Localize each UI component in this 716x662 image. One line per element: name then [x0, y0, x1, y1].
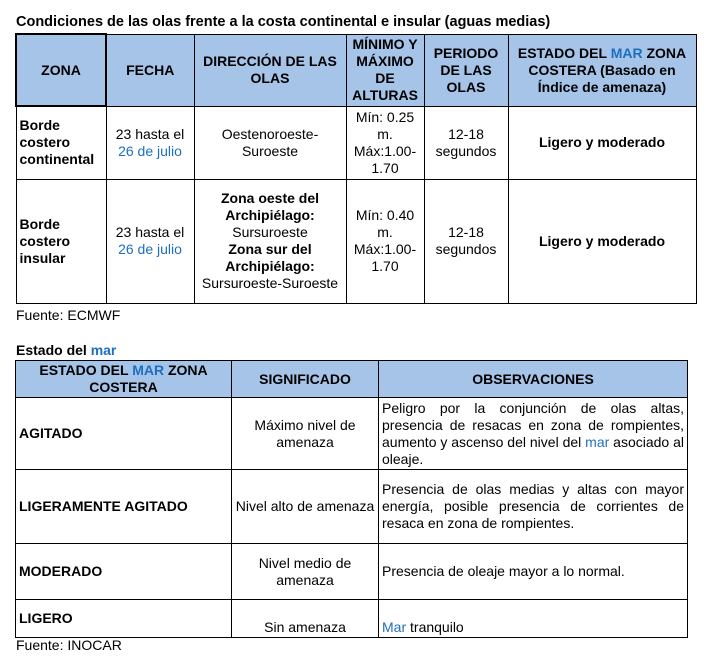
periodo-cell: 12-18 segundos [424, 179, 508, 303]
fecha-cell: 23 hasta el 26 de julio [106, 106, 194, 179]
observaciones-cell: Presencia de olas medias y altas con mayor energía, posible presencia de corrientes de resaca en zona de rompientes. [379, 470, 688, 544]
table2-header-row [16, 361, 688, 398]
significado-cell: Máximo nivel de amenaza [232, 398, 379, 470]
significado-cell: Sin amenaza [232, 600, 379, 638]
header-zona: ZONA [16, 34, 106, 106]
header-direccion: DIRECCIÓN DE LAS OLAS [194, 34, 346, 106]
direccion-cell: Oestenoroeste- Suroeste [194, 106, 346, 179]
significado-cell: Nivel medio de amenaza [232, 544, 379, 600]
table-row [16, 179, 696, 303]
observaciones-cell: Peligro por la conjunción de olas altas, presencia de resacas en zona de rompientes, aumento y ascenso del nivel del mar asociado al oleaje. [379, 398, 688, 470]
minmax-cell: Mín: 0.25 m. Máx:1.00- 1.70 [346, 106, 424, 179]
minmax-cell: Mín: 0.40 m. Máx:1.00- 1.70 [346, 179, 424, 303]
header-observaciones: OBSERVACIONES [379, 361, 688, 398]
table-row [16, 470, 688, 544]
estado-cell: AGITADO [16, 398, 232, 470]
estado-cell: LIGERO [16, 600, 232, 638]
periodo-cell: 12-18 segundos [424, 106, 508, 179]
fecha-cell: 23 hasta el 26 de julio [106, 179, 194, 303]
estado-cell: Ligero y moderado [508, 106, 696, 179]
table2-title: Estado del mar [16, 342, 117, 358]
date-link[interactable]: 26 de julio [118, 241, 182, 257]
header-minmax: MÍNIMO Y MÁXIMO DE ALTURAS [346, 34, 424, 106]
zona-cell: Borde costero insular [16, 179, 106, 303]
direccion-cell: Zona oeste del Archipiélago: Sursuroeste Zona sur del Archipiélago: Sursuroeste-Suroeste [194, 179, 346, 303]
estado-cell: LIGERAMENTE AGITADO [16, 470, 232, 544]
significado-cell: Nivel alto de amenaza [232, 470, 379, 544]
table1-title: Condiciones de las olas frente a la costa continental e insular (aguas medias) [16, 14, 551, 30]
observaciones-cell: Presencia de oleaje mayor a lo normal. [379, 544, 688, 600]
observaciones-cell: Mar tranquilo [379, 600, 688, 638]
table2-source: Fuente: INOCAR [16, 637, 122, 653]
table-row [16, 106, 696, 179]
table1-header-row [16, 34, 696, 106]
table-row [16, 544, 688, 600]
zona-cell: Borde costero continental [16, 106, 106, 179]
header-significado: SIGNIFICADO [232, 361, 379, 398]
sea-state-table [15, 360, 688, 638]
header-periodo: PERIODO DE LAS OLAS [424, 34, 508, 106]
header-fecha: FECHA [106, 34, 194, 106]
table-row [16, 398, 688, 470]
estado-cell: Ligero y moderado [508, 179, 696, 303]
wave-conditions-table [15, 33, 697, 304]
table-row [16, 600, 688, 638]
date-link[interactable]: 26 de julio [118, 142, 182, 159]
estado-cell: MODERADO [16, 544, 232, 600]
header-estado: ESTADO DEL MAR ZONA COSTERA (Basado en Índice de amenaza) [508, 34, 696, 106]
table1-source: Fuente: ECMWF [16, 307, 121, 323]
header-estado-mar: ESTADO DEL MAR ZONA COSTERA [16, 361, 232, 398]
